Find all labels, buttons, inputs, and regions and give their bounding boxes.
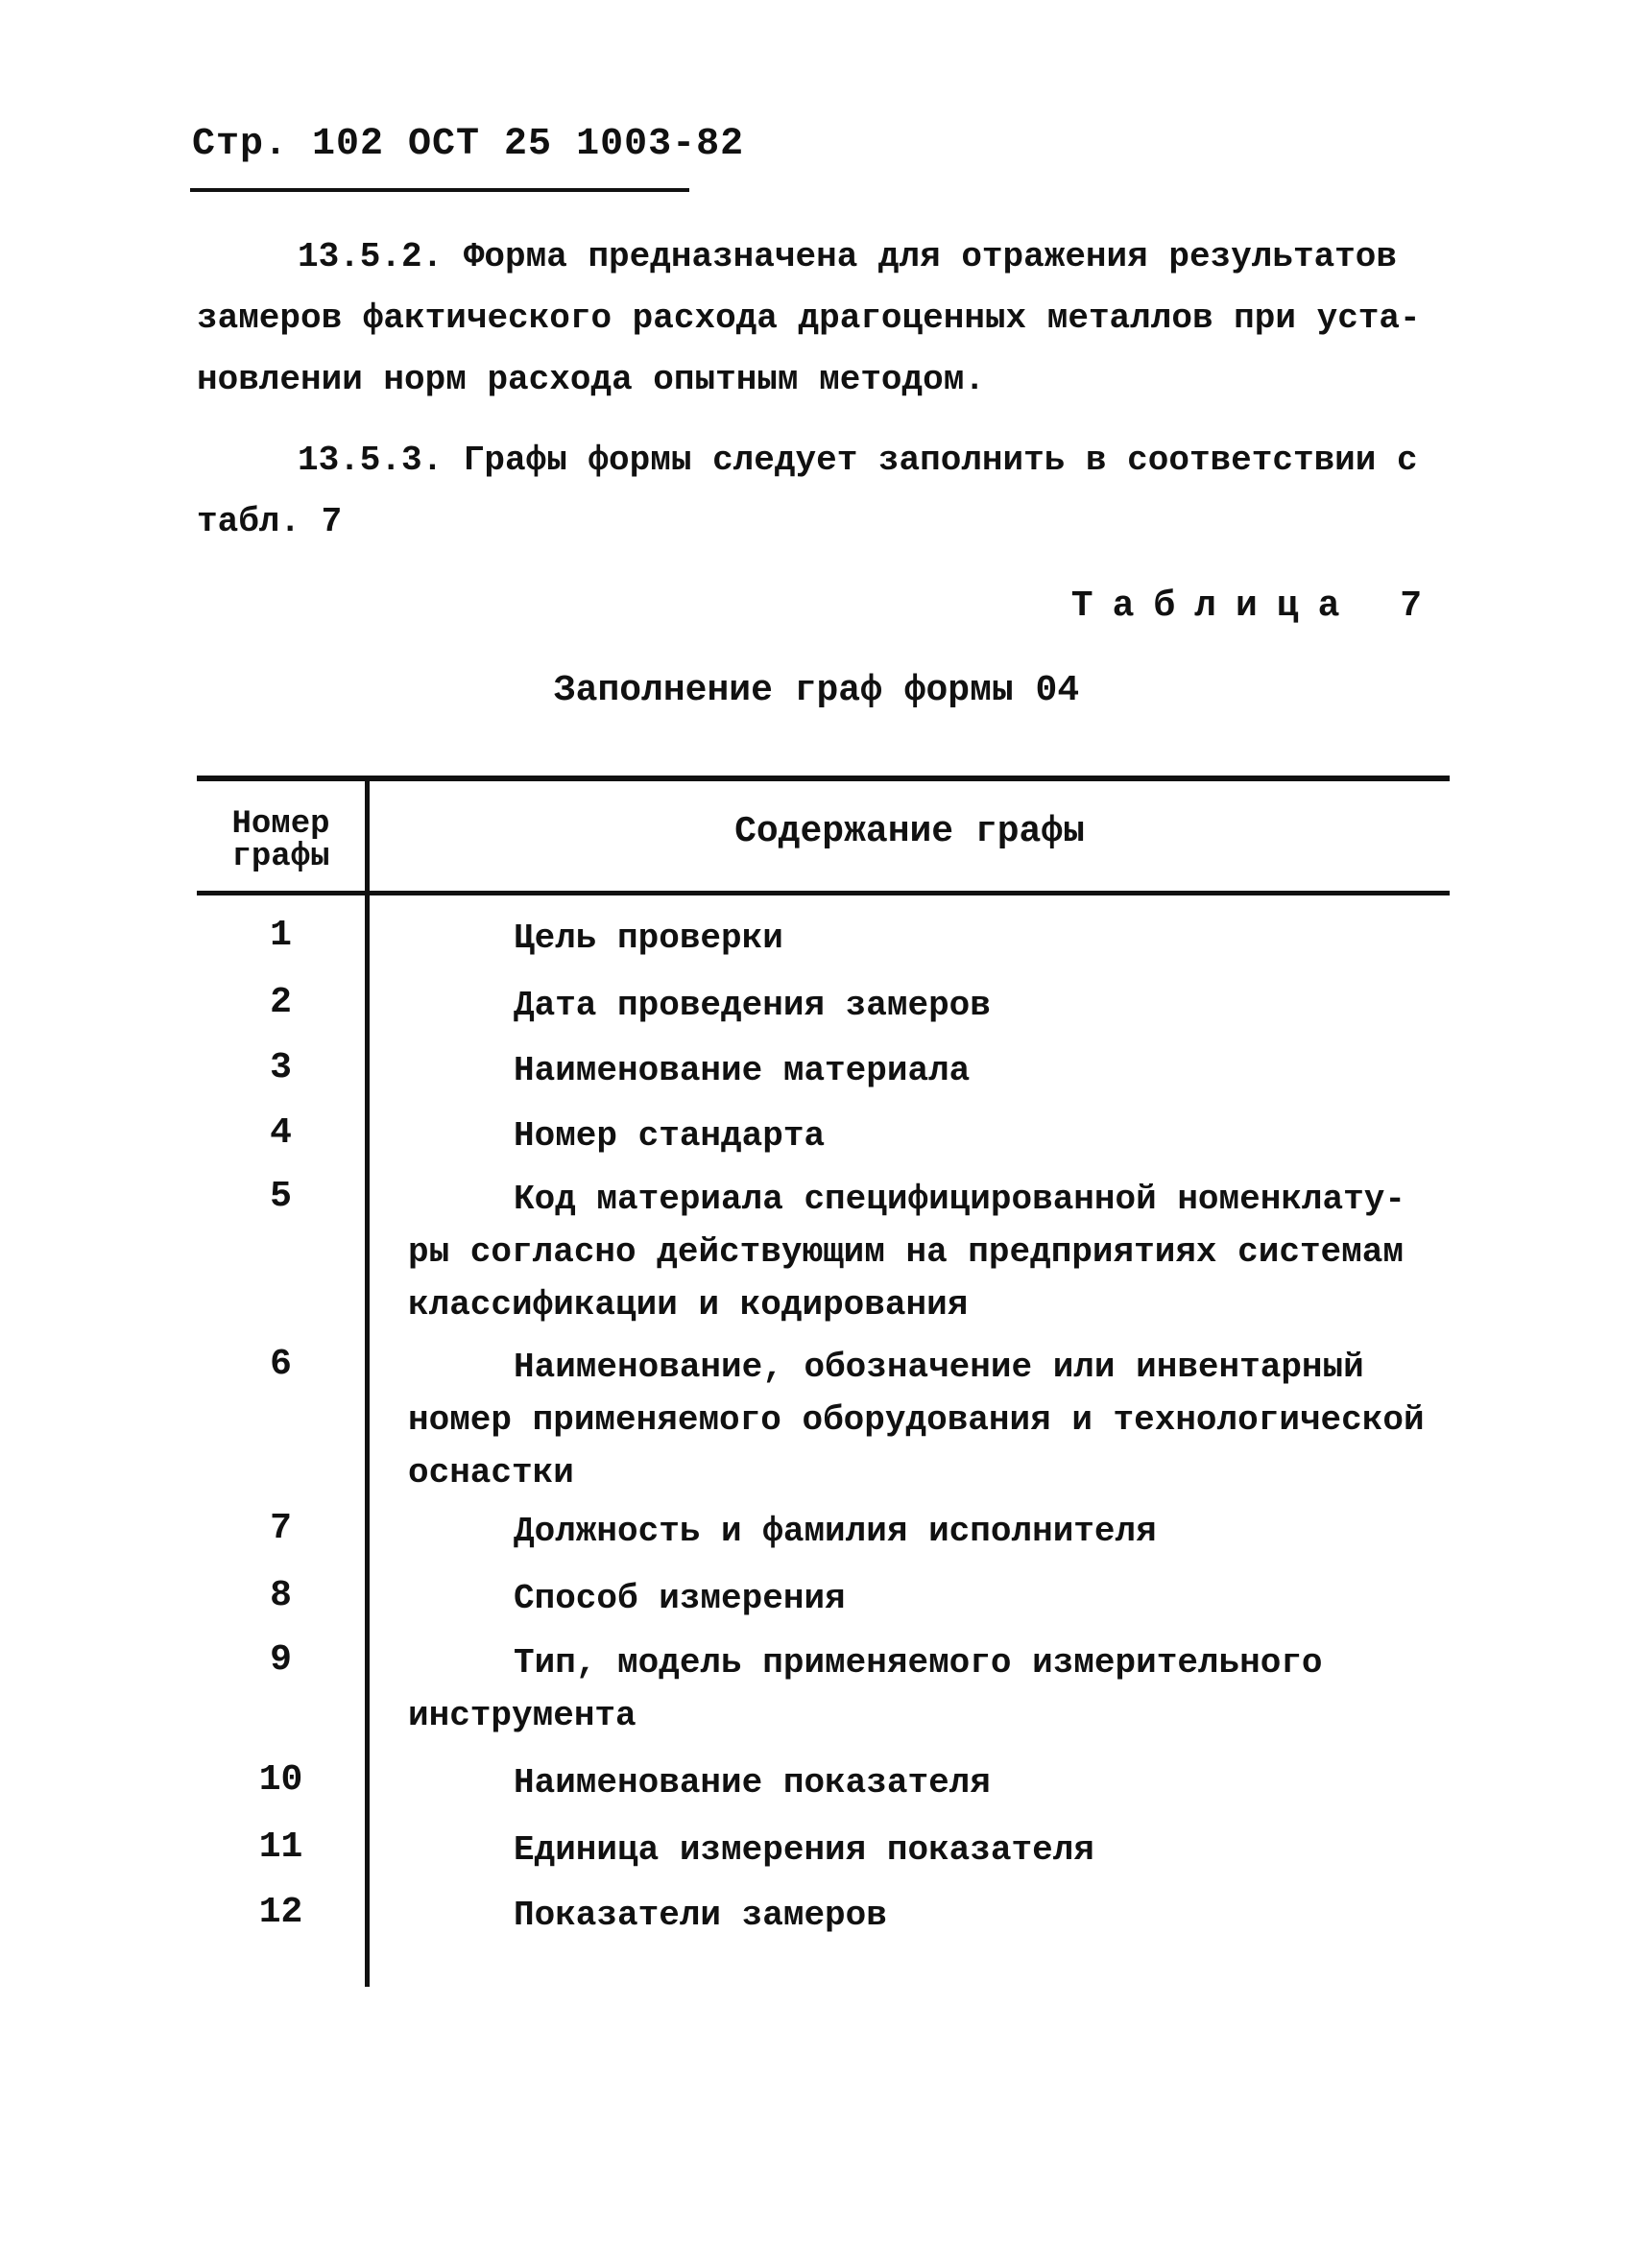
table-column-divider xyxy=(365,777,370,1987)
row-number: 11 xyxy=(258,1826,303,1868)
row-content-line: Дата проведения замеров xyxy=(514,986,991,1025)
table-header-rule xyxy=(197,891,1450,895)
row-content-line: Способ измерения xyxy=(514,1579,846,1618)
row-content-line: Единица измерения показателя xyxy=(514,1830,1094,1870)
row-content-line: инструмента xyxy=(408,1696,636,1735)
column-header-number xyxy=(197,808,365,873)
column-header-number-line: Номер xyxy=(231,806,330,843)
paragraph-line: замеров фактического расхода драгоценных металлов при уста- xyxy=(197,298,1421,338)
row-content xyxy=(408,1756,1445,1809)
column-header-content: Содержание графы xyxy=(734,811,1085,852)
row-content-line: классификации и кодирования xyxy=(408,1285,969,1325)
paragraph-line: новлении норм расхода опытным методом. xyxy=(197,360,985,399)
row-content xyxy=(408,1505,1445,1558)
row-number: 7 xyxy=(270,1508,292,1549)
row-number: 2 xyxy=(270,982,292,1023)
row-content xyxy=(408,1044,1445,1097)
row-content-line: Наименование показателя xyxy=(514,1763,991,1802)
row-number: 1 xyxy=(270,915,292,956)
row-number: 9 xyxy=(270,1639,292,1681)
row-content-line: Цель проверки xyxy=(514,919,783,958)
row-content-line: Показатели замеров xyxy=(514,1896,887,1935)
column-header-number-line: графы xyxy=(231,839,330,875)
row-content-line: Код материала специфицированной номенклату- xyxy=(514,1180,1405,1219)
paragraph-13-5-3 xyxy=(197,430,1445,553)
row-content xyxy=(408,1889,1445,1942)
row-content xyxy=(408,912,1445,965)
row-content-line: Должность и фамилия исполнителя xyxy=(514,1512,1157,1551)
row-content-line: Наименование материала xyxy=(514,1051,971,1090)
row-content xyxy=(408,1110,1445,1162)
row-content-line: оснастки xyxy=(408,1453,574,1492)
paragraph-13-5-2 xyxy=(197,227,1445,411)
paragraph-line: 13.5.2. Форма предназначена для отражения результатов xyxy=(298,237,1397,276)
row-number: 8 xyxy=(270,1575,292,1616)
row-number: 3 xyxy=(270,1047,292,1088)
table-caption: Таблица 7 xyxy=(1070,585,1441,627)
header-underline xyxy=(190,188,689,192)
row-content xyxy=(408,1173,1445,1331)
table-top-rule xyxy=(197,776,1450,781)
row-content xyxy=(408,1636,1445,1742)
page-header: Стр. 102 ОСТ 25 1003-82 xyxy=(192,123,745,166)
row-number: 5 xyxy=(270,1176,292,1217)
row-number: 10 xyxy=(258,1759,303,1801)
table-title: Заполнение граф формы 04 xyxy=(553,670,1080,711)
row-content xyxy=(408,979,1445,1032)
row-content xyxy=(408,1824,1445,1876)
row-content-line: номер применяемого оборудования и технологической xyxy=(408,1400,1425,1440)
row-content-line: Номер стандарта xyxy=(514,1116,826,1156)
row-content xyxy=(408,1341,1445,1499)
row-content xyxy=(408,1572,1445,1625)
paragraph-line: табл. 7 xyxy=(197,502,343,541)
row-content-line: ры согласно действующим на предприятиях системам xyxy=(408,1232,1404,1272)
paragraph-line: 13.5.3. Графы формы следует заполнить в соответствии с xyxy=(298,441,1418,480)
row-content-line: Наименование, обозначение или инвентарный xyxy=(514,1348,1364,1387)
row-number: 12 xyxy=(258,1892,303,1933)
row-number: 6 xyxy=(270,1344,292,1385)
row-content-line: Тип, модель применяемого измерительного xyxy=(514,1643,1323,1683)
row-number: 4 xyxy=(270,1112,292,1154)
